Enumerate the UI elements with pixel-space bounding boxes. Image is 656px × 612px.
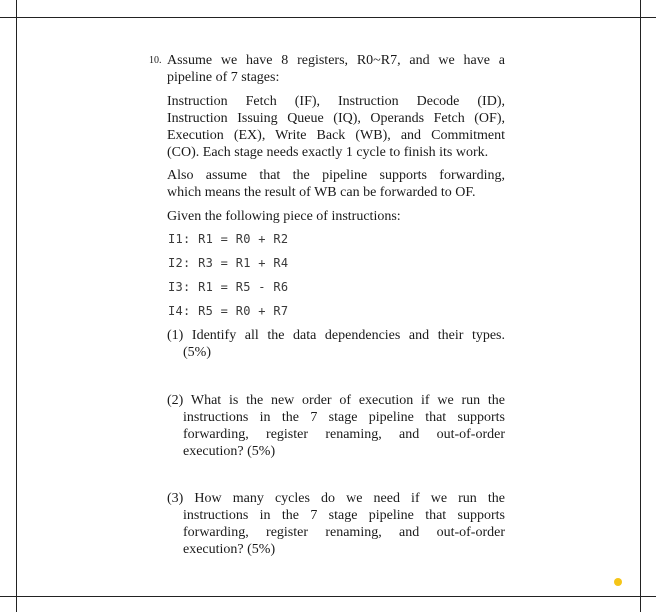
forwarding-paragraph xyxy=(167,167,505,201)
stages-paragraph xyxy=(167,93,505,161)
highlight-dot xyxy=(614,578,622,586)
instruction-i1: I1: R1 = R0 + R2 xyxy=(168,232,289,246)
sub2-line: instructions in the 7 stage pipeline that supports xyxy=(183,410,505,425)
top-rule xyxy=(0,17,656,18)
sub3-line: forwarding, register renaming, and out-of-order xyxy=(183,525,505,540)
given-text xyxy=(167,208,505,225)
stages-line: Execution (EX), Write Back (WB), and Commitment xyxy=(167,128,505,143)
sub2-line: execution? (5%) xyxy=(183,444,276,459)
instruction-i2: I2: R3 = R1 + R4 xyxy=(168,256,289,270)
instruction-i4: I4: R5 = R0 + R7 xyxy=(168,304,289,318)
instruction-i3: I3: R1 = R5 - R6 xyxy=(168,280,289,294)
question-intro xyxy=(167,52,505,86)
stages-line: (CO). Each stage needs exactly 1 cycle to finish its work. xyxy=(167,145,489,160)
subquestion-3 xyxy=(167,490,505,558)
right-rule xyxy=(640,0,641,612)
sub3-line: execution? (5%) xyxy=(183,542,276,557)
subquestion-1 xyxy=(167,327,505,361)
stages-line: Instruction Issuing Queue (IQ), Operands Fetch (OF), xyxy=(167,111,505,126)
question-number: 10. xyxy=(149,55,162,66)
sub3-line: instructions in the 7 stage pipeline that supports xyxy=(183,508,505,523)
intro-line: pipeline of 7 stages: xyxy=(167,70,280,85)
stages-line: Instruction Fetch (IF), Instruction Decode (ID), xyxy=(167,94,505,109)
forwarding-line: Also assume that the pipeline supports forwarding, xyxy=(167,168,505,183)
left-rule xyxy=(16,0,17,612)
subquestion-2 xyxy=(167,392,505,460)
sub2-line: forwarding, register renaming, and out-of-order xyxy=(183,427,505,442)
sub2-line: (2) What is the new order of execution if we run the xyxy=(167,393,505,408)
intro-line: Assume we have 8 registers, R0~R7, and we have a xyxy=(167,53,505,68)
sub3-line: (3) How many cycles do we need if we run the xyxy=(167,491,505,506)
sub1-line: (1) Identify all the data dependencies and their types. xyxy=(167,328,505,343)
sub1-line: (5%) xyxy=(183,345,211,360)
forwarding-line: which means the result of WB can be forwarded to OF. xyxy=(167,185,476,200)
bottom-rule xyxy=(0,596,656,597)
given-line: Given the following piece of instructions: xyxy=(167,209,401,224)
